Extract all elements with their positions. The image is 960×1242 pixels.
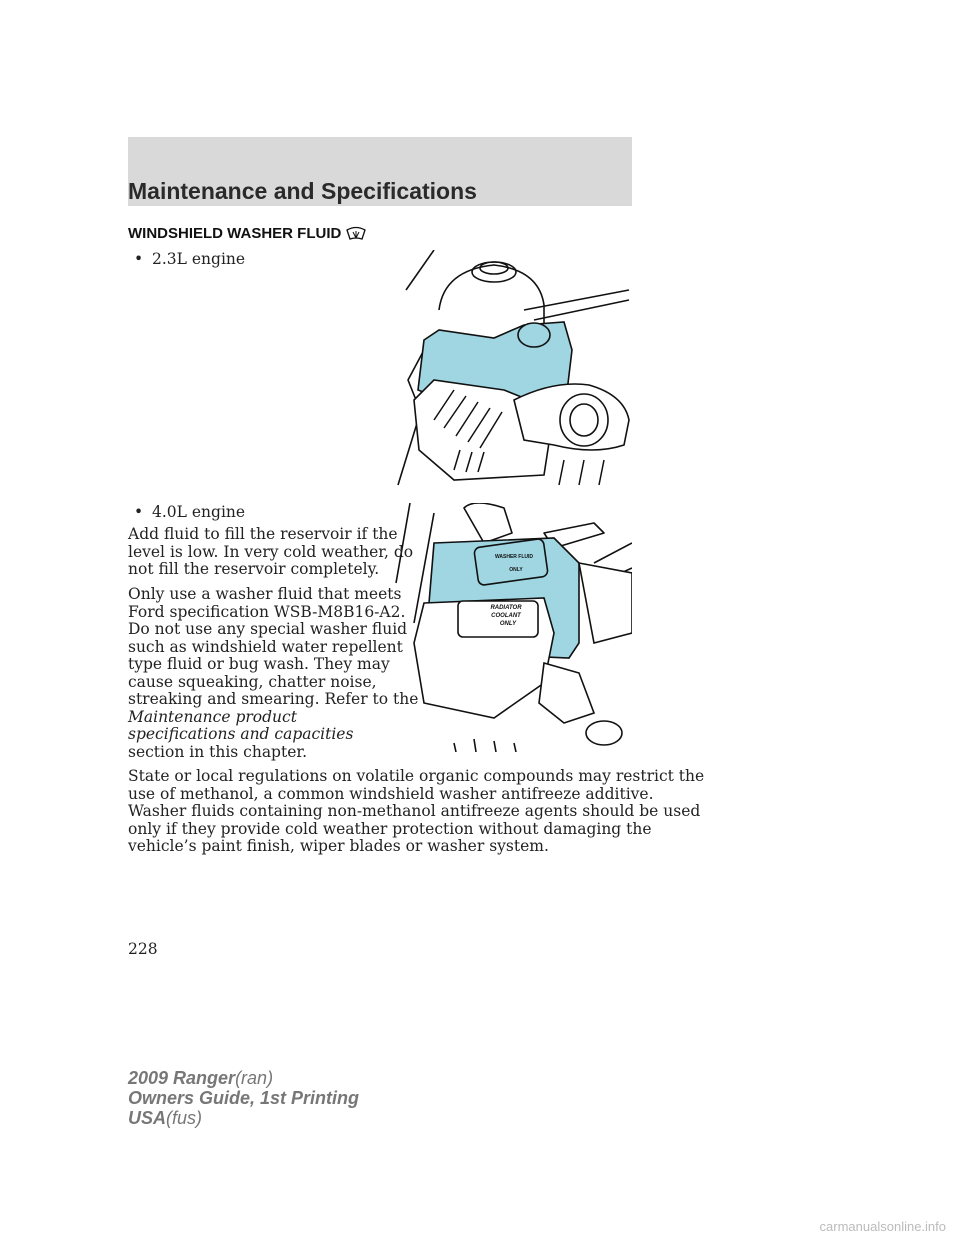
footer-region: USA — [128, 1108, 167, 1128]
engine-4-0l-illustration — [394, 503, 632, 752]
p2-italic-reference: specifications and capacities — [128, 725, 354, 743]
section-heading — [128, 224, 367, 242]
p2-line: section in this chapter. — [128, 742, 308, 761]
p1-line: Add fluid to fill the reservoir if the — [128, 525, 398, 543]
radiator-label-3: ONLY — [499, 621, 517, 627]
p3-line: use of methanol, a common windshield washer antifreeze additive. — [128, 784, 654, 803]
engine-2-3l-illustration — [394, 250, 631, 486]
p2-line: Only use a washer fluid that meets — [128, 585, 402, 603]
p1-line: not fill the reservoir completely. — [128, 560, 380, 578]
p2-line: such as windshield water repellent — [128, 637, 403, 656]
footer-print-info — [128, 1068, 359, 1128]
paragraph-add-fluid — [128, 526, 413, 579]
paragraph-washer-fluid-spec — [128, 586, 418, 761]
page-header-title: Maintenance and Specifications — [128, 178, 477, 204]
p2-line: streaking and smearing. Refer to the — [128, 690, 419, 708]
radiator-label-1: RADIATOR — [490, 605, 522, 611]
washer-cap-label-2: ONLY — [509, 567, 523, 573]
page-number: 228 — [128, 940, 158, 958]
footer-model-code: (ran) — [235, 1068, 274, 1088]
p3-line: only if they provide cold weather protection without damaging the — [128, 819, 652, 838]
bullet-engine-1-text: 2.3L engine — [152, 250, 246, 268]
p2-line: Ford specification WSB-M8B16-A2. — [128, 602, 406, 621]
p3-line: Washer fluids containing non-methanol antifreeze agents should be used — [128, 802, 701, 820]
bullet-engine-2: • 4.0L engine — [134, 503, 246, 521]
watermark[interactable]: carmanualsonline.info — [819, 1219, 946, 1234]
footer-region-code: (fus) — [166, 1108, 203, 1128]
p2-line: Do not use any special washer fluid — [128, 620, 408, 638]
p3-line: State or local regulations on volatile organic compounds may restrict the — [128, 767, 705, 785]
p2-line: type fluid or bug wash. They may — [128, 655, 390, 673]
windshield-washer-icon — [345, 224, 367, 242]
p2-italic-reference: Maintenance product — [128, 707, 297, 726]
radiator-label-2: COOLANT — [491, 613, 521, 619]
washer-cap-label-1: WASHER FLUID — [494, 554, 534, 560]
footer-guide: Owners Guide, 1st Printing — [128, 1088, 360, 1108]
p2-line: cause squeaking, chatter noise, — [128, 672, 377, 691]
p1-line: level is low. In very cold weather, do — [128, 542, 414, 561]
footer-model: 2009 Ranger — [128, 1068, 236, 1088]
paragraph-regulations — [128, 768, 704, 856]
section-heading-text: WINDSHIELD WASHER FLUID — [128, 224, 342, 242]
bullet-engine-2-text: 4.0L engine — [152, 503, 246, 521]
bullet-engine-1: • 2.3L engine — [134, 250, 246, 268]
p3-line: vehicle’s paint finish, wiper blades or washer system. — [128, 837, 549, 855]
